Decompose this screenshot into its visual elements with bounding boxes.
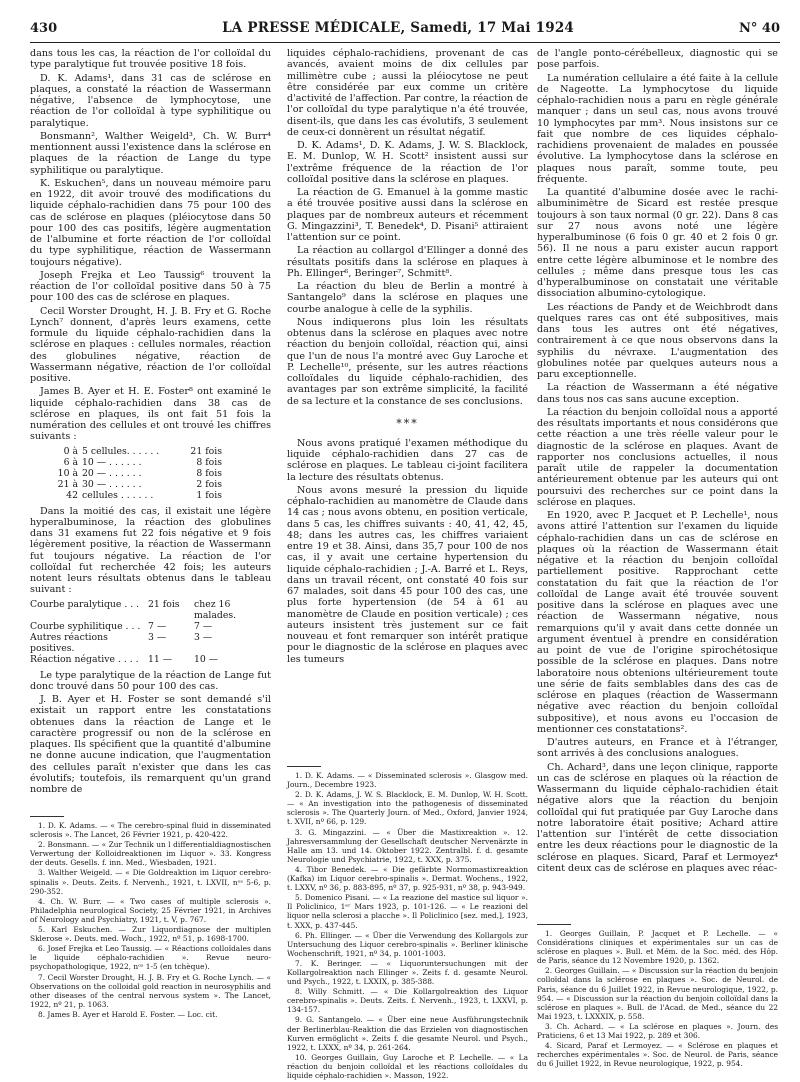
paragraph: Les réactions de Pandy et de Weichbrodt dans quelques rares cas ont été subpositives, mais dans tous les autres ont été négatives, contrairement à ce que nous observons dans la syphilis du névraxe. L'augmentation des globulines notée par quelques auteurs nous a paru exceptionnelle. [537, 301, 778, 380]
paragraph: Bonsmann², Walther Weigeld³, Ch. W. Burr⁴ mentionnent aussi l'existence dans la sclérose en plaques de la réaction de Lange du type syphilitique ou paralytique. [30, 130, 271, 176]
footnote-divider [30, 816, 64, 817]
footnote: 6. Ph. Ellinger. — « Über die Verwendung des Kollargols zur Untersuchung des Liquor cerebro-spinalis ». Berliner klinische Wochenschrift, 1921, nº 34, p. 1001-1003. [287, 930, 528, 958]
footnotes-middle [287, 760, 528, 1081]
paragraph: La réaction du benjoin colloïdal nous a apporté des résultats importants et nous considérons que cette réaction a une très réelle valeur pour le diagnostic de la sclérose en plaques. Avant de rapporter nos conclusions actuelles, il nous paraît utile de rappeler la documentation antérieurement obtenue par les auteurs qui ont poursuivi des recherches sur ce point dans la sclérose en plaques. [537, 406, 778, 508]
footnote: 9. G. Santangelo. — « Über eine neue Ausführungstechnik der Berlinerblau-Reaktion die das Erzielen von diagnostischen Kurven ermöglicht ». Zeits f. die gesamte Neurol. und Psych., 1922, t. LXXX, nº 34, p. 261-264. [287, 1015, 528, 1052]
cell-count-list [40, 446, 271, 501]
column-right [537, 48, 778, 876]
column-left [30, 48, 271, 797]
section-separator: *** [396, 416, 419, 430]
footnote: 1. Georges Guillain, P. Jacquet et P. Lechelle. — « Considérations cliniques et expérimentales sur un cas de sclérose en plaques ». Bull. et Mém. de la Soc. méd. des Hôp. de Paris, séance du 12 Novembre 1920, p. 1362. [537, 929, 778, 966]
footnote: 2. Bonsmann. — « Zur Technik un l differentialdiagnostischen Verwertung der Kolloidreaktionen im Liquor ». 33. Kongress der deuts. Gesells. f. inn. Med., Wiesbaden, 1921. [30, 840, 271, 868]
footnote: 2. D. K. Adams, J. W. S. Blacklock, E. M. Dunlop, W. H. Scott. — « An investigation into the pathogenesis of disseminated sclerosis ». The Quarterly Journ. of Med., Oxford, Janvier 1924, t. XVII, nº 66, p. 129. [287, 790, 528, 827]
paragraph: Ch. Achard³, dans une leçon clinique, rapporte un cas de sclérose en plaques où la réaction de Wassermann du liquide céphalo-rachidien était négative alors que la réaction du benjoin colloïdal qui fut pratiquée par Guy Laroche dans notre laboratoire était positive; Achard attire l'attention sur l'intérêt de cette dissociation entre les deux réactions pour le diagnostic de la sclérose en plaques. Sicard, Paraf et Lermoyez⁴ citent deux cas de sclérose en plaques avec réac- [537, 761, 778, 874]
table-row: Courbe paralytique . . . 21 fois chez 16 malades. [30, 598, 237, 621]
paragraph: La numération cellulaire a été faite à la cellule de Nageotte. La lymphocytose du liquide céphalo-rachidien nous a paru en règle générale manquer ; dans un seul cas, nous avons trouvé 10 lymphocytes par mm³. Nous insistons sur ce fait que nombre de ces liquides céphalo-rachidiens provenaient de malades en poussée évolutive. La lymphocytose dans la sclérose en plaques nous paraît, somme toute, peu fréquente. [537, 72, 778, 185]
page-header [30, 20, 780, 43]
footnote-divider [537, 924, 571, 925]
footnote: 1. D. K. Adams. — « The cerebro-spinal fluid in disseminated sclerosis ». The Lancet, 26 Février 1921, p. 420-422. [30, 821, 271, 840]
paragraph: D. K. Adams¹, D. K. Adams, J. W. S. Blacklock, E. M. Dunlop, W. H. Scott² insistent aussi sur l'extrême fréquence de la réaction de l'or colloïdal positive dans la sclérose en plaques. [287, 140, 528, 185]
paragraph: La réaction du bleu de Berlin a montré à Santangelo⁹ dans la sclérose en plaques une courbe analogue à celle de la syphilis. [287, 281, 528, 315]
page-number: 430 [30, 21, 58, 36]
paragraph: Nous avons pratiqué l'examen méthodique du liquide céphalo-rachidien dans 27 cas de sclérose en plaques. Le tableau ci-joint facilitera la lecture des résultats obtenus. [287, 437, 528, 483]
paragraph: D. K. Adams¹, dans 31 cas de sclérose en plaques, a constaté la réaction de Wassermann négative, l'absence de lymphocytose, une réaction de l'or colloïdal à type syphilitique ou paralytique. [30, 72, 271, 129]
paragraph: La réaction de Wassermann a été négative dans tous nos cas sans aucune exception. [537, 382, 778, 405]
footnote: 8. Willy Schmitt. — « Die Kollargolreaktion des Liquor cerebro-spinalis ». Deuts. Zeits. f. Nervenh., 1923, t. LXXVI, p. 134-157. [287, 987, 528, 1015]
footnote: 4. Sicard, Paraf et Lermoyez. — « Sclérose en plaques et recherches expérimentales ». Soc. de Neurol. de Paris, séance du 6 Juillet 1922, in Revue neurologique, 1922, p. 954. [537, 1041, 778, 1069]
paragraph: D'autres auteurs, en France et à l'étranger, sont arrivés à des conclusions analogues. [537, 737, 778, 760]
paragraph: K. Eskuchen⁵, dans un nouveau mémoire paru en 1922, dit avoir trouvé des modifications du liquide céphalo-rachidien dans 75 pour 100 des cas de sclérose en plaques (pléiocytose dans 50 pour 100 des cas positifs, légère augmentation de l'albumine et forte réaction de l'or colloïdal du type syphilitique, réaction de Wassermann toujours négative). [30, 177, 271, 268]
footnote: 3. Ch. Achard. — « La sclérose en plaques ». Journ. des Praticiens, 6 et 13 Mai 1922, p. 289 et 306. [537, 1021, 778, 1041]
paragraph: J. B. Ayer et H. Foster se sont demandé s'il existait un rapport entre les constatations obtenues dans la réaction de Lange et le caractère progressif ou non de la sclérose en plaques. Ils spécifient que la quantité d'albumine ne donne aucune indication, que l'augmentation des cellules paraît n'exister que dans les cas évolutifs; toutefois, ils remarquent qu'un grand nombre de [30, 694, 271, 795]
footnotes-left [30, 810, 271, 1020]
footnote: 4. Tibor Benedek. — « Die gefärbte Normomastixreaktion (Kafka) im Liquor cerebro-spinalis ». Dermat. Wochens., 1922, t. LXXV, nº 36, p. 883-895, nº 37, p. 925-931, nº 38, p. 943-949. [287, 864, 528, 893]
footnote: 4. Ch. W. Burr. — « Two cases of multiple sclerosis ». Philadelphia neurological Society, 25 Février 1921, in Archives of Neurology and Psychiatry, 1921, t. V, p. 767. [30, 896, 271, 924]
journal-title: LA PRESSE MÉDICALE, Samedi, 17 Mai 1924 [222, 20, 575, 36]
footnote: 7. Cecil Worster Drought, H. J. B. Fry et G. Roche Lynch. — « Observations on the colloidal gold reaction in neurosyphilis and other diseases of the central nervous system ». The Lancet, 1922, nº 21, p. 1063. [30, 972, 271, 1009]
column-middle [287, 48, 528, 667]
paragraph: James B. Ayer et H. E. Foster⁸ ont examiné le liquide céphalo-rachidien dans 38 cas de sclérose en plaques, ils ont fait 51 fois la numération des cellules et ont trouvé les chiffres suivants : [30, 386, 271, 443]
paragraph: Joseph Frejka et Leo Taussig⁶ trouvent la réaction de l'or colloïdal positive dans 50 à 75 pour 100 des cas de sclérose en plaques. [30, 269, 271, 304]
footnote: 8. James B. Ayer et Harold E. Foster. — Loc. cit. [38, 1009, 218, 1019]
list-item: 10 à 20 — . . . . . . 8 fois [57, 467, 222, 479]
paragraph: La quantité d'albumine dosée avec le rachi-albuminimètre de Sicard est restée presque toujours à son taux normal (0 gr. 22). Dans 8 cas sur 27 nous avons noté une légère hyperalbuminose (6 fois 0 gr. 40 et 2 fois 0 gr. 56). Il ne nous a paru exister aucun rapport entre cette légère albuminose et le nombre des cellules ; même dans presque tous les cas d'hyperalbuminose on constatait une véritable dissociation albumino-cytologique. [537, 187, 778, 300]
footnote: 3. Walther Weigeld. — « Die Goldreaktion im Liquor cerebro-spinalis ». Deuts. Zeits. f. Nervenh., 1921, t. LXVII, nᵒˢ 5-6, p. 290-352. [30, 868, 271, 896]
paragraph: En 1920, avec P. Jacquet et P. Lechelle¹, nous avons attiré l'attention sur l'examen du liquide céphalo-rachidien dans un cas de sclérose en plaques où la réaction de Wassermann était négative et la réaction du benjoin colloïdal partiellement positive. Rapprochant cette constatation du fait que la réaction de l'or colloïdal de Lange avait été trouvée souvent positive dans la sclérose en plaques avec une réaction de Wassermann négative, nous remarquions qu'il y avait dans cette donnée un argument éventuel à prendre en considération au point de vue de l'origine spirochétosique possible de la sclérose en plaques. Dans notre laboratoire nous obtenions ultérieurement toute une série de faits semblables dans des cas de sclérose en plaques (réaction de Wassermann négative avec réaction du benjoin colloïdal subpositive), et nous avons eu l'occasion de mentionner ces constatations². [537, 510, 778, 735]
paragraph: dans tous les cas, la réaction de l'or colloïdal du type paralytique fut trouvée positive 18 fois. [30, 48, 271, 71]
paragraph: de l'angle ponto-cérébelleux, diagnostic qui se pose parfois. [537, 48, 778, 71]
paragraph: La réaction au collargol d'Ellinger a donné des résultats positifs dans la sclérose en plaques à Ph. Ellinger⁶, Beringer⁷, Schmitt⁸. [287, 245, 528, 279]
paragraph: Le type paralytique de la réaction de Lange fut donc trouvé dans 50 pour 100 des cas. [30, 669, 271, 692]
list-item: 0 à 5 cellules. . . . . . 21 fois [63, 445, 222, 457]
paragraph: liquides céphalo-rachidiens, provenant de cas avancés, avaient moins de dix cellules par millimètre cube ; aussi la pléiocytose ne peut être considérée par eux comme un critère d'activité de l'affection. Par contre, la réaction de l'or colloïdal du type paralytique n'a été trouvée, disent-ils, que dans les cas évolutifs, 3 seulement de ceux-ci donnèrent un résultat négatif. [287, 48, 528, 138]
table-row: Courbe syphilitique . . . 7 — 7 — [30, 620, 213, 632]
footnotes-right [537, 918, 778, 1069]
footnote: 1. D. K. Adams. — « Disseminated sclerosis ». Glasgow med. Journ., Decembre 1923. [287, 771, 528, 790]
table-row: Autres réactions positives. 3 — 3 — [30, 631, 213, 654]
paragraph: Nous avons mesuré la pression du liquide céphalo-rachidien au manomètre de Claude dans 14 cas ; nous avons obtenu, en position verticale, dans 5 cas, les chiffres suivants : 40, 41, 42, 45, 48; dans les autres cas, les chiffres variaient entre 19 et 38. Ainsi, dans 35,7 pour 100 de nos cas, il y avait une certaine hypertension du liquide céphalo-rachidien ; J.-A. Barré et L. Reys, dans un travail récent, ont constaté 40 fois sur 67 malades, soit dans 45 pour 100 des cas, une plus forte hypertension (de 54 à 61 au manomètre de Claude en position verticale) ; ces auteurs insistent très justement sur ce fait nouveau et font remarquer son intérêt pratique pour le diagnostic de la sclérose en plaques avec les tumeurs [287, 484, 528, 665]
paragraph: La réaction de G. Emanuel à la gomme mastic a été trouvée positive aussi dans la sclérose en plaques par de nombreux auteurs et récemment G. Mingazzini³, T. Benedek⁴, D. Pisani⁵ attiraient l'attention sur ce point. [287, 187, 528, 243]
table-row: Réaction négative . . . . 11 — 10 — [30, 653, 219, 665]
issue-number: N° 40 [738, 21, 780, 36]
footnote: 10. Georges Guillain, Guy Laroche et P. Lechelle. — « La réaction du benjoin colloïdal et les réactions colloïdales du liquide céphalo-rachidien ». Masson, 1922. [287, 1052, 528, 1080]
footnote: 7. K. Beringer. — « Liquoruntersuchungen mit der Kollargolreaktion nach Ellinger ». Zeits f. d. gesamte Neurol. und Psych., 1922, t. LXXIX, p. 385-388. [287, 958, 528, 987]
footnote: 5. Domenico Pisani. — « La reazione del mastice sul liquor ». Il Policlinico, 1ᵉʳ Mars 1923, p. 101-126. — « Le reazioni del liquor nella sclerosi a placche ». Il Policlinico [sez. med.], 1923, t. XXX, p. 437-445. [287, 893, 528, 930]
paragraph: Cecil Worster Drought, H. J. B. Fry et G. Roche Lynch⁷ donnent, d'après leurs examens, cette formule du liquide céphalo-rachidien dans la sclérose en plaques : cellules normales, réaction des globulines négative, réaction de Wassermann négative, réaction de l'or colloïdal positive. [30, 305, 271, 384]
footnote-divider [287, 766, 321, 767]
paragraph: Nous indiquerons plus loin les résultats obtenus dans la sclérose en plaques avec notre réaction du benjoin colloïdal, réaction qui, ainsi que l'un de nous l'a montré avec Guy Laroche et P. Lechelle¹⁰, présente, sur les autres réactions colloïdales du liquide céphalo-rachidien, des avantages par son extrême simplicité, la facilité de sa lecture et la constance de ses conclusions. [287, 316, 528, 407]
paragraph: Dans la moitié des cas, il existait une légère hyperalbuminose, la réaction des globulines dans 31 examens fut 22 fois négative et 9 fois légèrement positive, la réaction de Wassermann fut toujours négative. La réaction de l'or colloïdal fut recherchée 42 fois; les auteurs notent leurs résultats obtenus dans le tableau suivant : [30, 505, 271, 596]
list-item: 6 à 10 — . . . . . . 8 fois [63, 456, 222, 468]
footnote: 3. G. Mingazzini. — « Über die Mastixreaktion ». 12. Jahresversammlung der Gesellschaft deutscher Nervenärzte in Halle am 13. und 14. Oktober 1922. Zentralbl. f. d. gesamte Neurologie und Psychiatrie, 1922, t. XXX, p. 375. [287, 827, 528, 864]
lange-results-table [30, 599, 271, 665]
list-item: 21 à 30 — . . . . . . 2 fois [57, 478, 222, 490]
footnote: 5. Karl Eskuchen. — Zur Liquordiagnose der multiplen Sklerose ». Deuts. med. Woch., 1922, nº 51, p. 1698-1700. [30, 925, 271, 944]
footnote: 6. Josef Frejka et Leo Taussig. — « Réactions colloïdales dans le liquide céphalo-rachidien ». Revue neuro-psychopathologique, 1922, nᵒˢ 1-5 (en tchèque). [30, 944, 271, 972]
footnote: 2. Georges Guillain. — « Discussion sur la réaction du benjoin colloïdal dans la sclérose en plaques ». Soc. de Neurol. de Paris, séance du 6 Juillet 1922, in Revue neurologique, 1922, p. 954. — « Discussion sur la réaction du benjoin colloïdal dans la sclérose en plaques ». Bull. de l'Acad. de Med., séance du 22 Mai 1923, t. LXXXIX, p. 558. [537, 966, 778, 1021]
list-item: 42 cellules . . . . . . 1 fois [66, 489, 222, 501]
